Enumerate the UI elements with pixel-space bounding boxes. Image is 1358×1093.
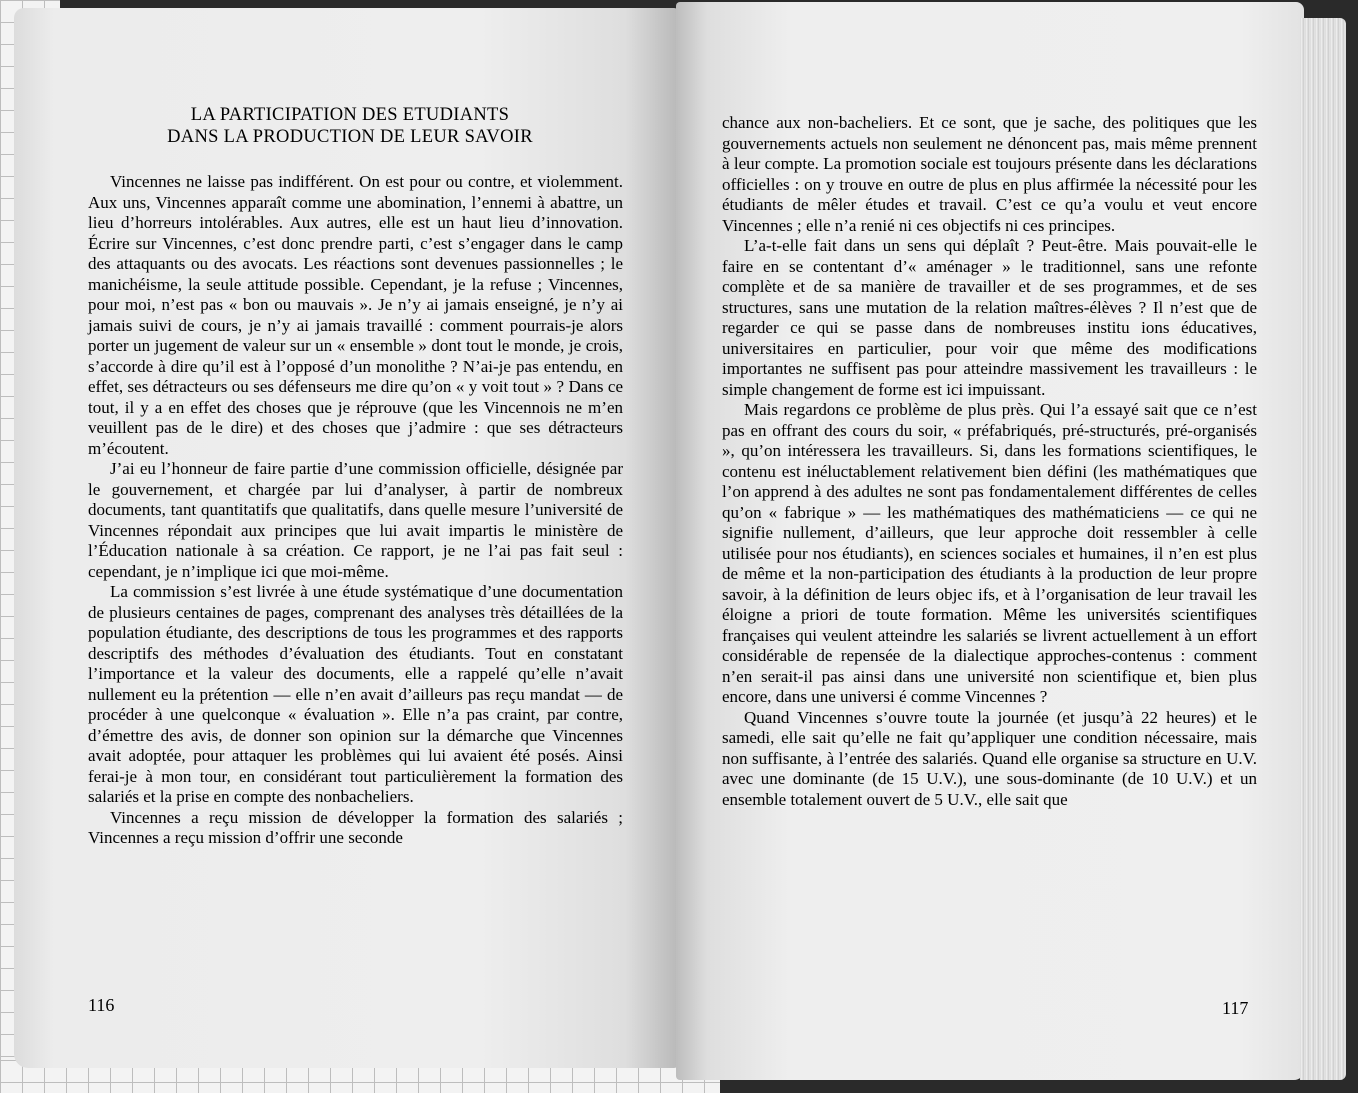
paragraph: chance aux non-bacheliers. Et ce sont, que je sache, des politiques que les gouvernements actuels non seulement ne dénoncent pas, mais même prennent à leur compte. La promotion sociale est toujours présente dans les déclarations officielles : on y trouve en outre de plus en plus affirmée la nécessité pour les étudiants de mêler études et travail. C’est ce qu’a voulu et veut encore Vincennes ; elle n’a renié ni ces objectifs ni ces principes. [722, 113, 1257, 235]
paragraph: Vincennes ne laisse pas indifférent. On est pour ou contre, et violemment. Aux uns, Vincennes apparaît comme une abomination, l’ennemi à abattre, un lieu d’horreurs intolérables. Aux autres, elle est un haut lieu d’innovation. Écrire sur Vincennes, c’est donc prendre parti, c’est s’engager dans le camp des attaquants ou des avocats. Les réactions sont devenues passionnelles ; le manichéisme, la seule attitude possible. Cependant, je la refuse ; Vincennes, pour moi, n’est pas « bon ou mauvais ». Je n’y ai jamais enseigné, je n’y ai jamais suivi de cours, je n’y ai jamais travaillé : comment pourrais-je alors porter un jugement de valeur sur un « ensemble » dont tout le monde, je crois, s’accorde à dire qu’il est à l’opposé d’un monolithe ? N’ai-je pas entendu, en effet, ses détracteurs ou ses défenseurs me dire qu’on « y voit tout » ? Dans ce tout, il y a en effet des choses que je réprouve (que les Vincennois ne m’en veuillent pas de le dire) et des choses que j’admire : que ses détracteurs m’écoutent. [88, 172, 623, 458]
left-page-text [88, 172, 623, 849]
paragraph: Vincennes a reçu mission de développer la formation des salariés ; Vincennes a reçu mission d’offrir une seconde [88, 807, 623, 847]
page-number-left: 116 [88, 995, 115, 1015]
page-number-right: 117 [1222, 998, 1249, 1018]
paragraph: L’a-t-elle fait dans un sens qui déplaît ? Peut-être. Mais pouvait-elle le faire en se contentant d’« aménager » le traditionnel, sans une refonte complète et de sa manière de travailler et de ses programmes, et de ses structures, sans une mutation de la relation maîtres-élèves ? Il n’est que de regarder ce qui se passe dans de nombreuses institu ions éducatives, universitaires en particulier, pour voir que même des modifications importantes ne suffisent pas pour atteindre massivement les travailleurs : le simple changement de forme est ici impuissant. [722, 236, 1257, 399]
book-page-edges [1300, 18, 1346, 1080]
paragraph: La commission s’est livrée à une étude systématique d’une documentation de plusieurs centaines de pages, comprenant des analyses très détaillées de la population étudiante, des descriptions de tous les programmes et des rapports descriptifs des méthodes d’évaluation des étudiants. Tout en constatant l’importance et la valeur des documents, elle a rappelé qu’elle n’avait nullement eu la prétention — elle n’en avait d’ailleurs pas reçu mandat — de procéder à une quelconque « évaluation ». Elle n’a pas craint, par contre, d’émettre des avis, de donner son opinion sur la démarche que Vincennes avait adoptée, pour attaquer les problèmes qui lui avaient été posés. Ainsi ferai-je à mon tour, en considérant tout particulièrement la formation des salariés et la prise en compte des nonbacheliers. [88, 582, 623, 806]
chapter-title-line-1: LA PARTICIPATION DES ETUDIANTS [190, 105, 510, 125]
paragraph: Quand Vincennes s’ouvre toute la journée (et jusqu’à 22 heures) et le samedi, elle sait qu’elle ne fait qu’appliquer une condition nécessaire, mais non suffisante, à l’entrée des salariés. Quand elle organise sa structure en U.V. avec une dominante (de 15 U.V.), une sous-dominante (de 10 U.V.) et un ensemble totalement ouvert de 5 U.V., elle sait que [722, 707, 1257, 809]
right-page-text [722, 113, 1257, 810]
chapter-title [70, 104, 630, 148]
paragraph: Mais regardons ce problème de plus près. Qui l’a essayé sait que ce n’est pas en offrant des cours du soir, « préfabriqués, pré-structurés, pré-organisés », qu’on intéressera les travailleurs. Si, dans les formations scientifiques, le contenu est inéluctablement relativement bien défini (les mathématiques que l’on apprend à des adultes ne sont pas fondamentalement différentes de celles qu’on « fabrique » — les mathématiques des mathématiciens — ce qui ne signifie nullement, d’ailleurs, que leur approche doit ressembler à celle utilisée pour nos étudiants), en sciences sociales et humaines, il n’en est plus de même et la non-participation des étudiants à la production de leur propre savoir, à la définition de leurs objec ifs, et à l’organisation de leur travail les éloigne a priori de toute formation. Même les universités scientifiques françaises qui veulent atteindre les salariés se livrent actuellement à un effort considérable de repensée de la dialectique approches-contenus : comment n’en serait-il pas ainsi dans une université non scientifique et, bien plus encore, dans une universi é comme Vincennes ? [722, 400, 1257, 706]
chapter-title-line-2: DANS LA PRODUCTION DE LEUR SAVOIR [167, 127, 533, 147]
paragraph: J’ai eu l’honneur de faire partie d’une commission officielle, désignée par le gouvernement, et chargée par lui d’analyser, à partir de nombreux documents, tant quantitatifs que qualitatifs, dans quelle mesure l’université de Vincennes répondait aux principes que lui avait impartis le ministère de l’Éducation nationale à sa création. Ce rapport, je ne l’ai pas fait seul : cependant, je n’implique ici que moi-même. [88, 459, 623, 581]
